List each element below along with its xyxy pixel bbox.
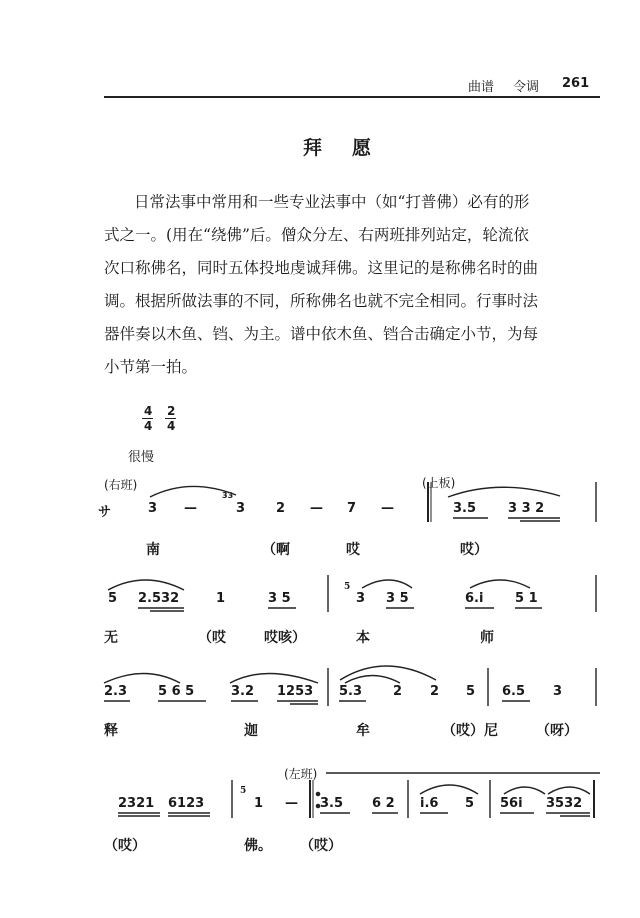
header-section: 曲谱 xyxy=(468,80,495,95)
dash: — xyxy=(285,796,298,811)
lyric: 迦 xyxy=(244,723,258,739)
lyric: （哎） xyxy=(104,838,146,854)
note-group: 6.5 xyxy=(502,684,526,699)
page-number: 261 xyxy=(562,76,590,91)
title-char-2: 愿 xyxy=(352,137,374,159)
time-sig-top-1: 4 xyxy=(144,404,153,418)
note: 2 xyxy=(276,501,286,516)
lyric: 师 xyxy=(480,630,494,646)
note-group: 5 6 5 xyxy=(158,684,195,699)
lyric: 无 xyxy=(104,630,118,646)
grace-note: 5 xyxy=(240,786,247,796)
note-group: 2.532 xyxy=(138,591,180,606)
slur xyxy=(362,580,412,588)
dash: — xyxy=(310,501,323,516)
note-group: 6 2 xyxy=(372,796,395,811)
lyric: 本 xyxy=(356,630,370,646)
paragraph-line: 调。根据所做法事的不同，所称佛名也就不完全相同。行事时法 xyxy=(104,292,539,310)
note-group: 3 3 2 xyxy=(508,501,545,516)
lyric: 哎） xyxy=(460,542,488,558)
note-group: 3 5 xyxy=(386,591,409,606)
lyric: （哎）尼 xyxy=(442,723,498,739)
lyric: （哎 xyxy=(198,630,226,646)
time-sig-bar-2 xyxy=(165,418,176,419)
note-group: 3532 xyxy=(546,796,583,811)
header-subsection: 令调 xyxy=(513,80,540,95)
note: 1 xyxy=(254,796,264,811)
note-group: 3.2 xyxy=(231,684,255,699)
header-rule xyxy=(104,96,600,98)
slur xyxy=(230,674,318,684)
note: 5 xyxy=(108,591,118,606)
time-sig-bottom-1: 4 xyxy=(144,419,153,433)
note-group: 3 5 xyxy=(268,591,291,606)
grace-notes: 33 xyxy=(222,491,234,500)
note-group: 56i xyxy=(500,796,523,811)
dash: — xyxy=(184,501,197,516)
tempo-marking: 很慢 xyxy=(128,450,155,465)
note: 3 xyxy=(553,684,563,699)
lyric: 哎咳） xyxy=(264,630,306,646)
lyric: 牟 xyxy=(356,723,370,739)
upper-ban-label: (上板) xyxy=(422,476,456,490)
paragraph-line: 器伴奏以木鱼、铛、为主。谱中依木鱼、铛合击确定小节，为每 xyxy=(104,325,539,343)
slur xyxy=(108,580,184,590)
dash: — xyxy=(381,501,394,516)
note-group: 5 1 xyxy=(515,591,538,606)
note: 2 xyxy=(430,684,440,699)
note-group: 2321 xyxy=(118,796,155,811)
note-group: 6123 xyxy=(168,796,205,811)
note-group: 3.5 xyxy=(320,796,344,811)
paragraph-line: 小节第一拍。 xyxy=(104,358,198,376)
lyric: （啊 xyxy=(262,542,290,558)
note: 5 xyxy=(465,796,475,811)
paragraph-line: 次口称佛名，同时五体投地虔诚拜佛。这里记的是称佛名时的曲 xyxy=(104,259,539,277)
slur xyxy=(504,787,545,794)
paragraph-line: 日常法事中常用和一些专业法事中（如“打普佛）必有的形 xyxy=(134,193,530,211)
slur xyxy=(448,487,560,497)
note-group: 2.3 xyxy=(104,684,128,699)
note-group: 6.i xyxy=(465,591,484,606)
note: 7 xyxy=(347,501,357,516)
lyric: 释 xyxy=(104,723,118,739)
time-sig-bar-1 xyxy=(142,418,153,419)
note: 5 xyxy=(466,684,476,699)
note: 1 xyxy=(216,591,226,606)
slur xyxy=(340,666,436,680)
lyric: （哎） xyxy=(300,838,342,854)
time-sig-bottom-2: 4 xyxy=(167,419,176,433)
slur xyxy=(104,674,180,684)
left-ban-label: (左班) xyxy=(284,767,318,781)
note: 3 xyxy=(356,591,366,606)
lyric: （呀） xyxy=(536,723,578,739)
grace-note: 5 xyxy=(344,582,351,592)
slur xyxy=(548,787,590,794)
slur xyxy=(345,676,400,684)
title-char-1: 拜 xyxy=(303,137,325,159)
time-sig-top-2: 2 xyxy=(167,404,176,418)
slur xyxy=(470,580,530,588)
right-ban-label: (右班) xyxy=(104,478,138,492)
lyric: 南 xyxy=(146,542,160,558)
note-group: 1253 xyxy=(277,684,314,699)
paragraph-line: 式之一。(用在“绕佛”后。僧众分左、右两班排列站定，轮流依 xyxy=(104,226,529,244)
note: 2 xyxy=(393,684,403,699)
note-group: 3.5 xyxy=(453,501,477,516)
lyric: 哎 xyxy=(346,542,360,558)
note-mark: サ xyxy=(98,505,112,520)
note-group: 5.3 xyxy=(339,684,363,699)
note: 3 xyxy=(148,501,158,516)
note-group: i.6 xyxy=(420,796,439,811)
note: 3 xyxy=(236,501,246,516)
slur xyxy=(420,785,478,794)
lyric: 佛。 xyxy=(244,838,272,854)
